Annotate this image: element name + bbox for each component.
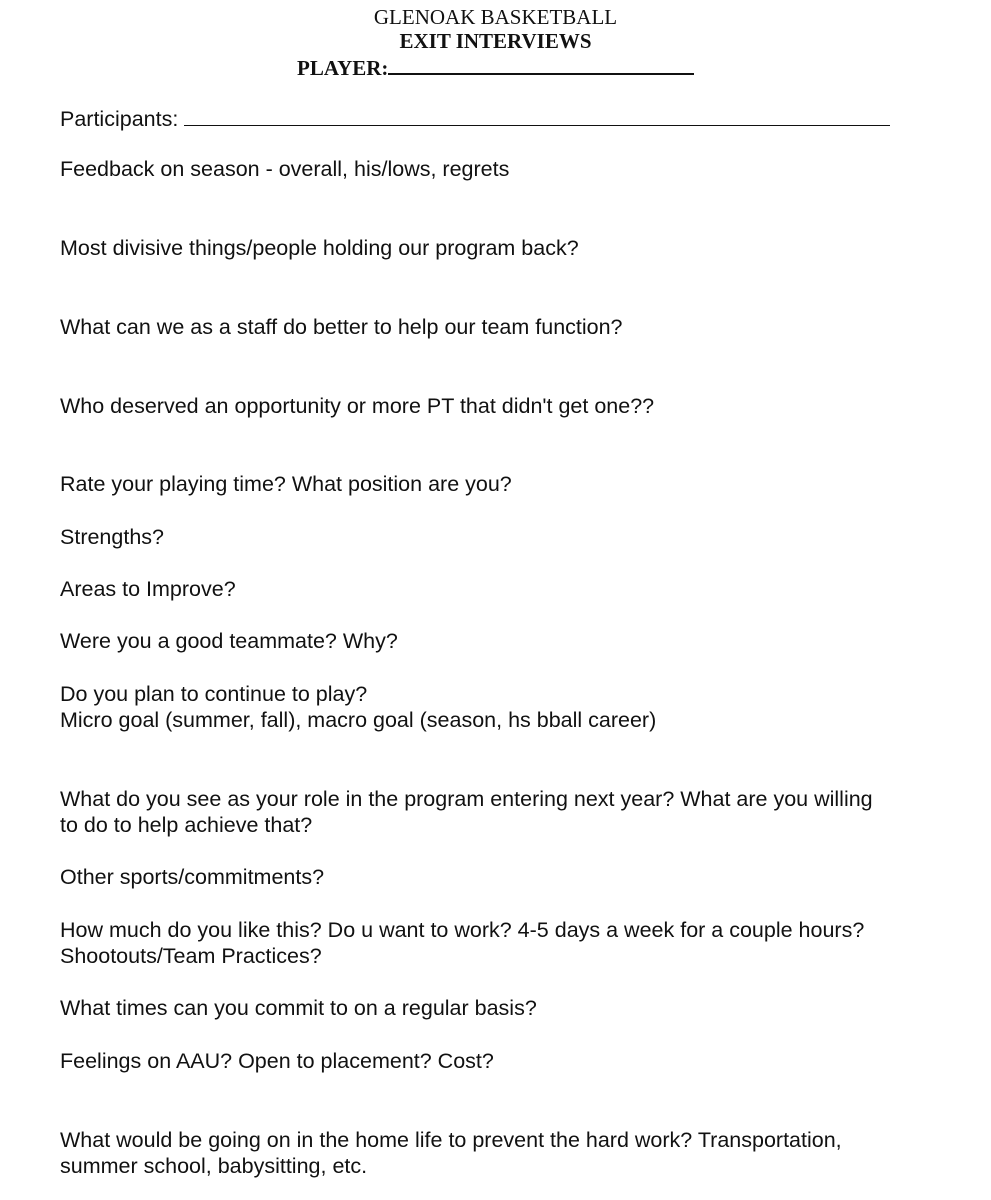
question-line: Were you a good teammate? Why?	[60, 629, 398, 653]
question-line: What would be going on in the home life to prevent the hard work? Transportation,	[60, 1128, 842, 1152]
question-line: Shootouts/Team Practices?	[60, 944, 322, 968]
question-line: What do you see as your role in the program entering next year? What are you willing	[60, 787, 873, 811]
question-aau	[60, 1048, 940, 1074]
question-feedback-season	[60, 156, 940, 182]
question-line: What times can you commit to on a regular basis?	[60, 996, 537, 1020]
question-line: Feelings on AAU? Open to placement? Cost?	[60, 1049, 494, 1073]
question-line: How much do you like this? Do u want to work? 4-5 days a week for a couple hours?	[60, 918, 865, 942]
question-good-teammate	[60, 628, 940, 654]
question-line: Areas to Improve?	[60, 577, 236, 601]
question-strengths	[60, 524, 940, 550]
question-commit-times	[60, 995, 940, 1021]
participants-blank-line	[184, 103, 890, 126]
question-other-sports	[60, 864, 940, 890]
question-work-commitment	[60, 917, 940, 969]
question-line: Who deserved an opportunity or more PT that didn't get one??	[60, 394, 655, 418]
participants-label: Participants:	[60, 107, 179, 131]
school-name: GLENOAK BASKETBALL	[373, 5, 618, 29]
question-home-life	[60, 1127, 940, 1179]
question-deserved-opportunity	[60, 393, 940, 419]
question-line: Other sports/commitments?	[60, 865, 325, 889]
player-label: PLAYER:	[297, 56, 389, 80]
question-role-next-year	[60, 786, 940, 838]
question-line: Rate your playing time? What position are you?	[60, 472, 512, 496]
question-line: Micro goal (summer, fall), macro goal (season, hs bball career)	[60, 708, 657, 732]
question-divisive-things	[60, 235, 940, 261]
question-line: Do you plan to continue to play?	[60, 682, 368, 706]
question-line: What can we as a staff do better to help our team function?	[60, 315, 623, 339]
document-title: EXIT INTERVIEWS	[399, 29, 592, 53]
question-staff-better	[60, 314, 940, 340]
participants-field	[60, 103, 940, 132]
question-continue-play	[60, 681, 940, 733]
question-line: Most divisive things/people holding our program back?	[60, 236, 579, 260]
player-blank-line	[388, 53, 694, 75]
question-areas-improve	[60, 576, 940, 602]
question-playing-time	[60, 471, 940, 497]
question-line: summer school, babysitting, etc.	[60, 1154, 368, 1178]
player-field	[297, 53, 694, 80]
question-line: to do to help achieve that?	[60, 813, 313, 837]
question-line: Strengths?	[60, 525, 164, 549]
question-line: Feedback on season - overall, his/lows, regrets	[60, 157, 510, 181]
